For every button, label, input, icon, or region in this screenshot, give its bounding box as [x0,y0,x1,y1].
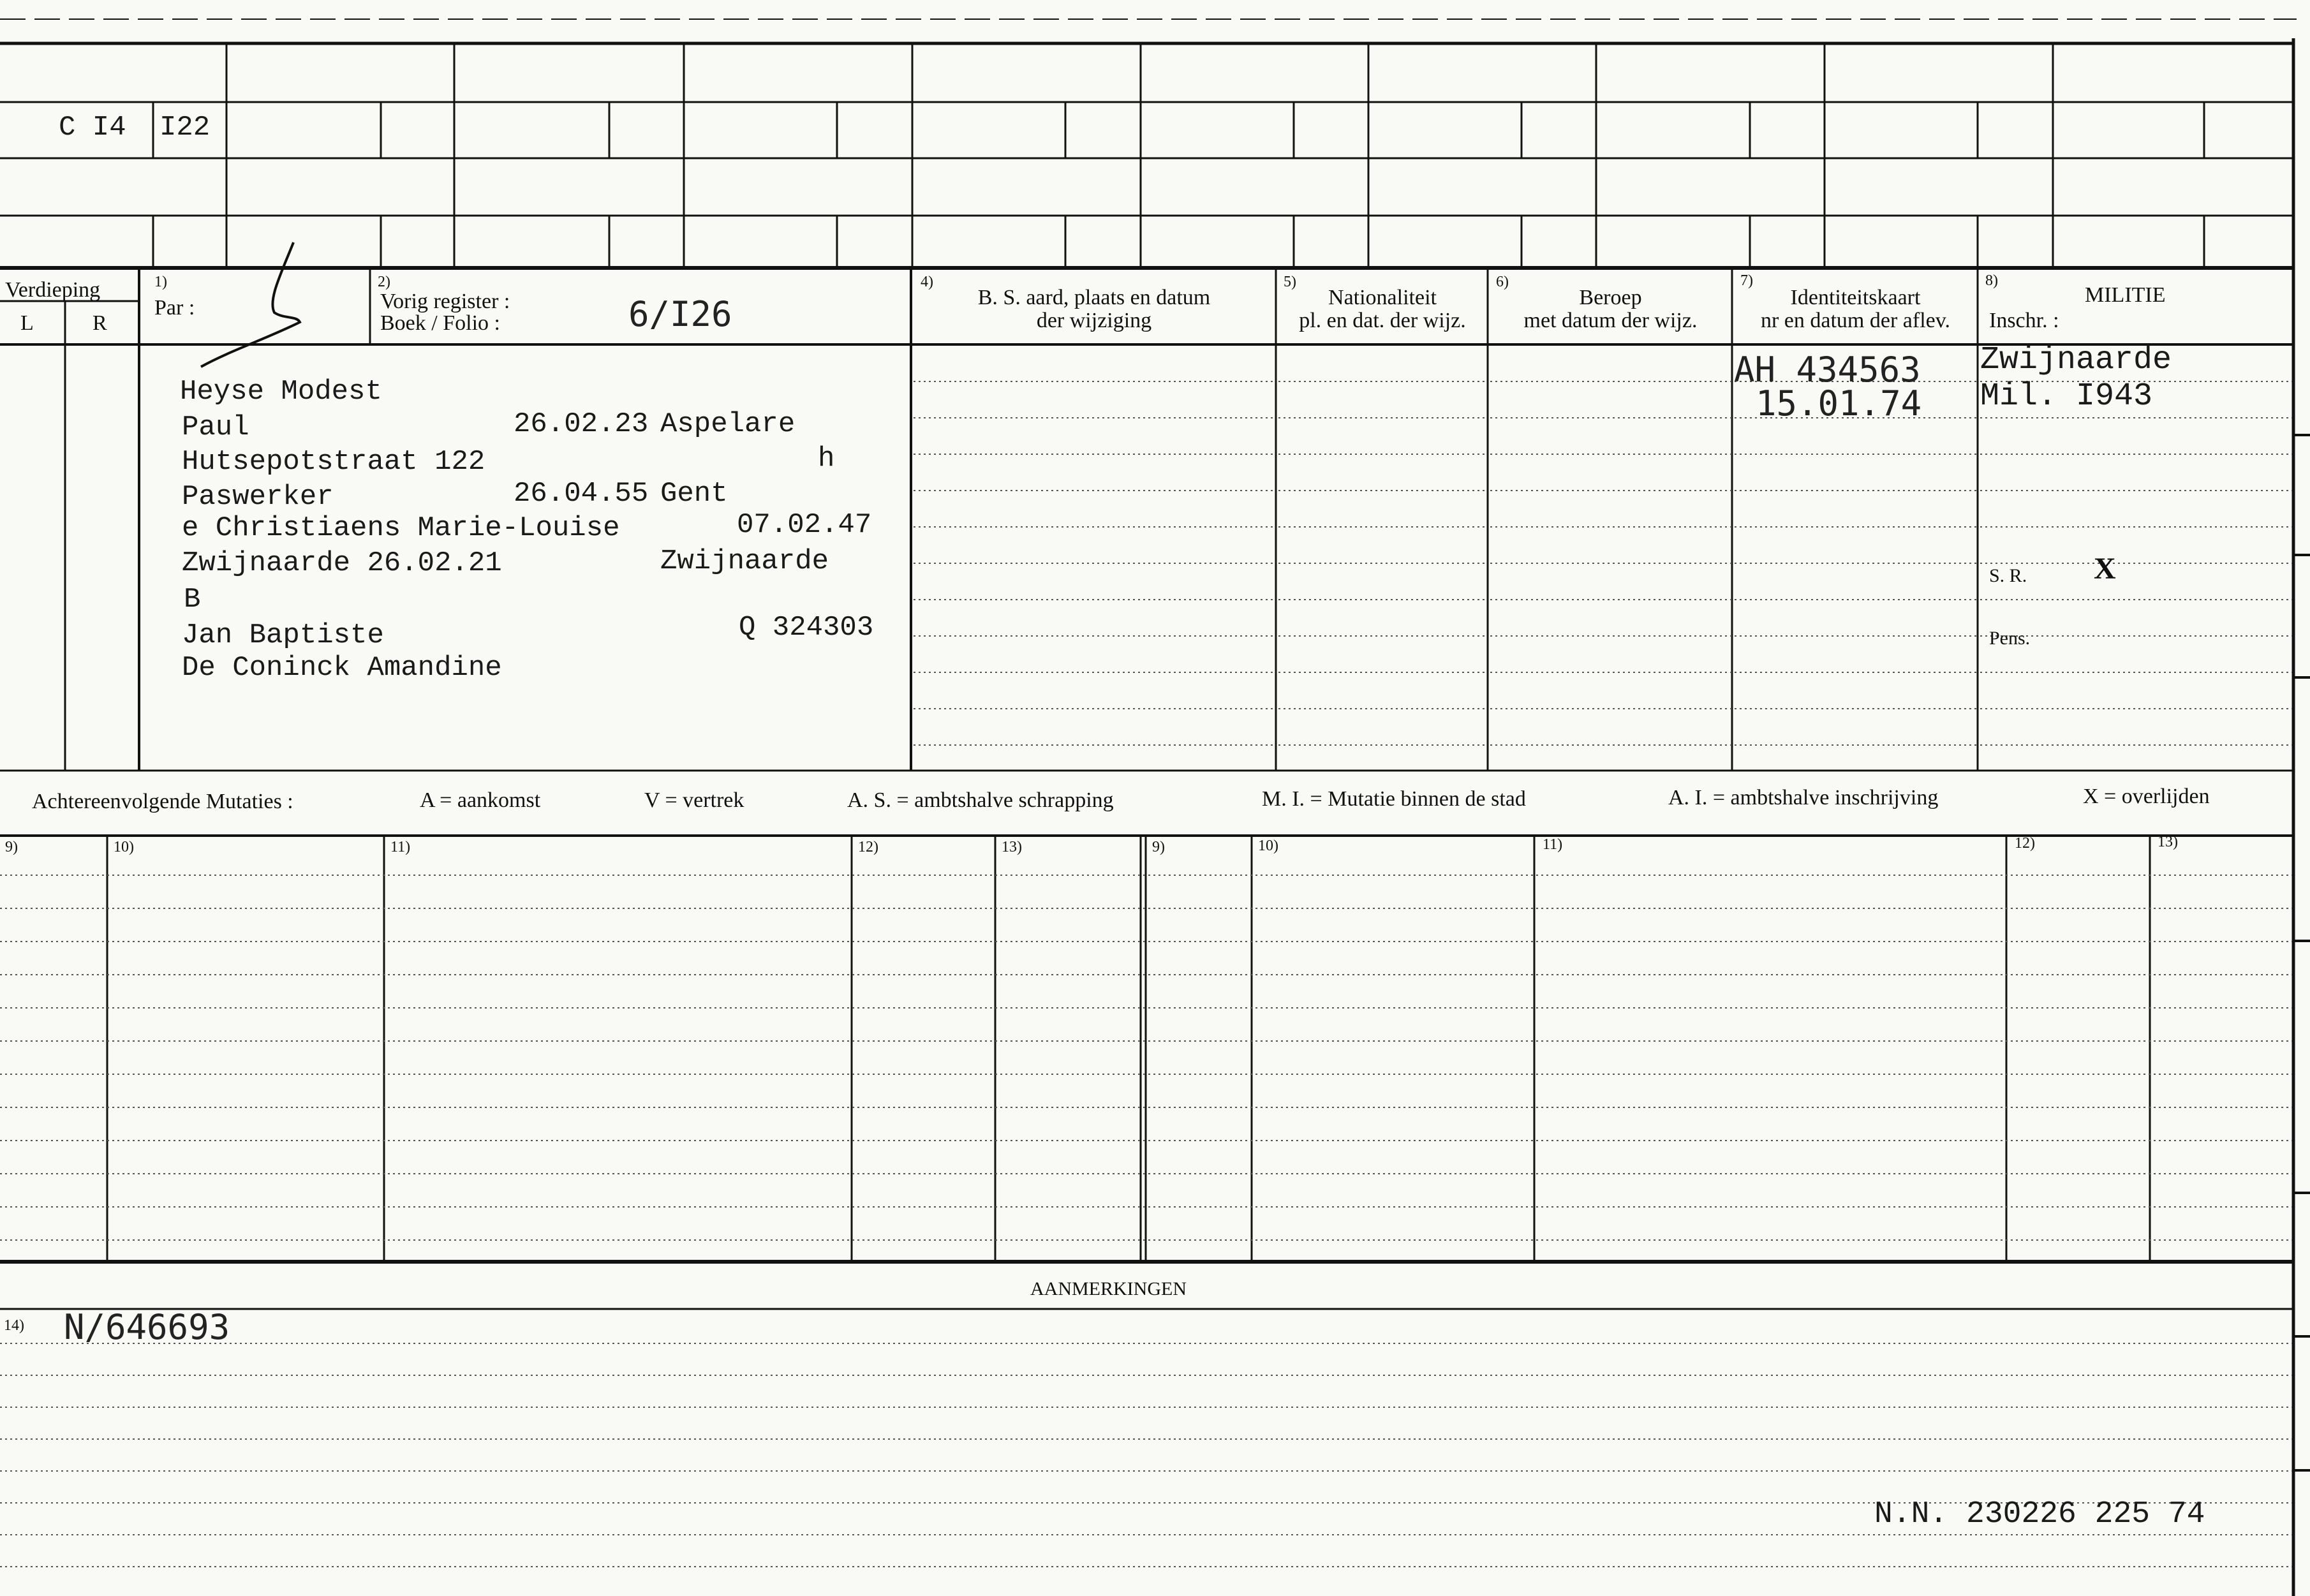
person-profession: Paswerker [182,481,334,513]
remarks-number: 14) [4,1317,24,1334]
col7-line2: nr en datum der aflev. [1760,309,1951,332]
floor-title: Verdieping [5,278,101,302]
mut-col-num: 11) [1543,836,1563,853]
col2-line1: Vorig register : [380,290,510,313]
floor-right: R [93,311,107,335]
col8-line2: Inschr. : [1989,309,2059,332]
mut-col-num: 13) [2158,834,2178,850]
father-name: Jan Baptiste [182,619,384,651]
spouse-birth: Zwijnaarde 26.02.21 [182,547,502,579]
spouse-date: 07.02.47 [737,509,872,541]
col2-line2: Boek / Folio : [380,311,500,335]
person-firstname: Paul [182,411,249,443]
previous-register-value: 6/I26 [628,294,732,334]
mut-col-num: 10) [114,839,134,855]
col2-number: 2) [378,274,390,290]
col7-line1: Identiteitskaart [1790,286,1921,309]
person-birth-place: Aspelare [660,408,796,440]
person-surname: Heyse Modest [180,376,382,408]
legend-death: X = overlijden [2083,785,2210,808]
col5-line2: pl. en dat. der wijz. [1299,309,1466,332]
legend-arrival: A = aankomst [420,788,541,812]
father-code: Q 324303 [739,612,874,644]
letter-b: B [184,584,201,616]
household-mark: h [818,443,835,475]
mut-col-num: 12) [858,839,878,855]
col5-number: 5) [1284,274,1296,290]
national-number: N.N. 230226 225 74 [1874,1497,2205,1532]
military-year: Mil. I943 [1980,378,2153,415]
mut-col-num: 13) [1002,839,1022,855]
par-arrow-icon [201,242,300,367]
col7-number: 7) [1740,272,1753,289]
floor-left: L [20,311,34,335]
mut-col-num: 11) [390,839,411,855]
military-place: Zwijnaarde [1980,342,2172,378]
col4-number: 4) [921,274,933,290]
col6-number: 6) [1496,274,1509,290]
mutations-title: Achtereenvolgende Mutaties : [32,790,293,813]
col1-number: 1) [154,274,167,290]
person-birth-date: 26.02.23 [514,408,649,440]
col4-line2: der wijziging [1036,309,1152,332]
col1-label: Par : [154,296,195,320]
col6-line2: met datum der wijz. [1523,309,1698,332]
col4-line1: B. S. aard, plaats en datum [977,286,1211,309]
sr-label: S. R. [1989,565,2027,586]
index-code-a: C I4 [59,112,126,144]
sr-value: X [2094,552,2116,586]
col8-number: 8) [1985,272,1998,289]
marriage-place: Gent [660,478,728,510]
pens-label: Pens. [1989,628,2031,649]
remarks-title: AANMERKINGEN [1030,1278,1187,1299]
identity-card-number: AH 434563 [1734,350,1921,390]
mut-col-num: 10) [1258,838,1278,854]
identity-card-date: 15.01.74 [1756,383,1922,424]
col8-line1: MILITIE [2085,283,2166,307]
person-address: Hutsepotstraat 122 [182,446,485,478]
marriage-date: 26.04.55 [514,478,649,510]
legend-official-registration: A. I. = ambtshalve inschrijving [1668,786,1939,809]
legend-city-mutation: M. I. = Mutatie binnen de stad [1262,787,1526,811]
mother-name: De Coninck Amandine [182,652,502,684]
spouse-place2: Zwijnaarde [660,545,829,577]
mut-col-num: 9) [1152,839,1165,855]
index-code-b: I22 [159,112,211,144]
mut-col-num: 12) [2015,835,2035,852]
legend-departure: V = vertrek [644,788,744,812]
spouse-name: e Christiaens Marie-Louise [182,512,620,544]
col6-line1: Beroep [1579,286,1642,309]
col5-line1: Nationaliteit [1328,286,1437,309]
legend-official-removal: A. S. = ambtshalve schrapping [847,788,1114,812]
mut-col-num: 9) [5,839,18,855]
remarks-value: N/646693 [64,1307,230,1347]
